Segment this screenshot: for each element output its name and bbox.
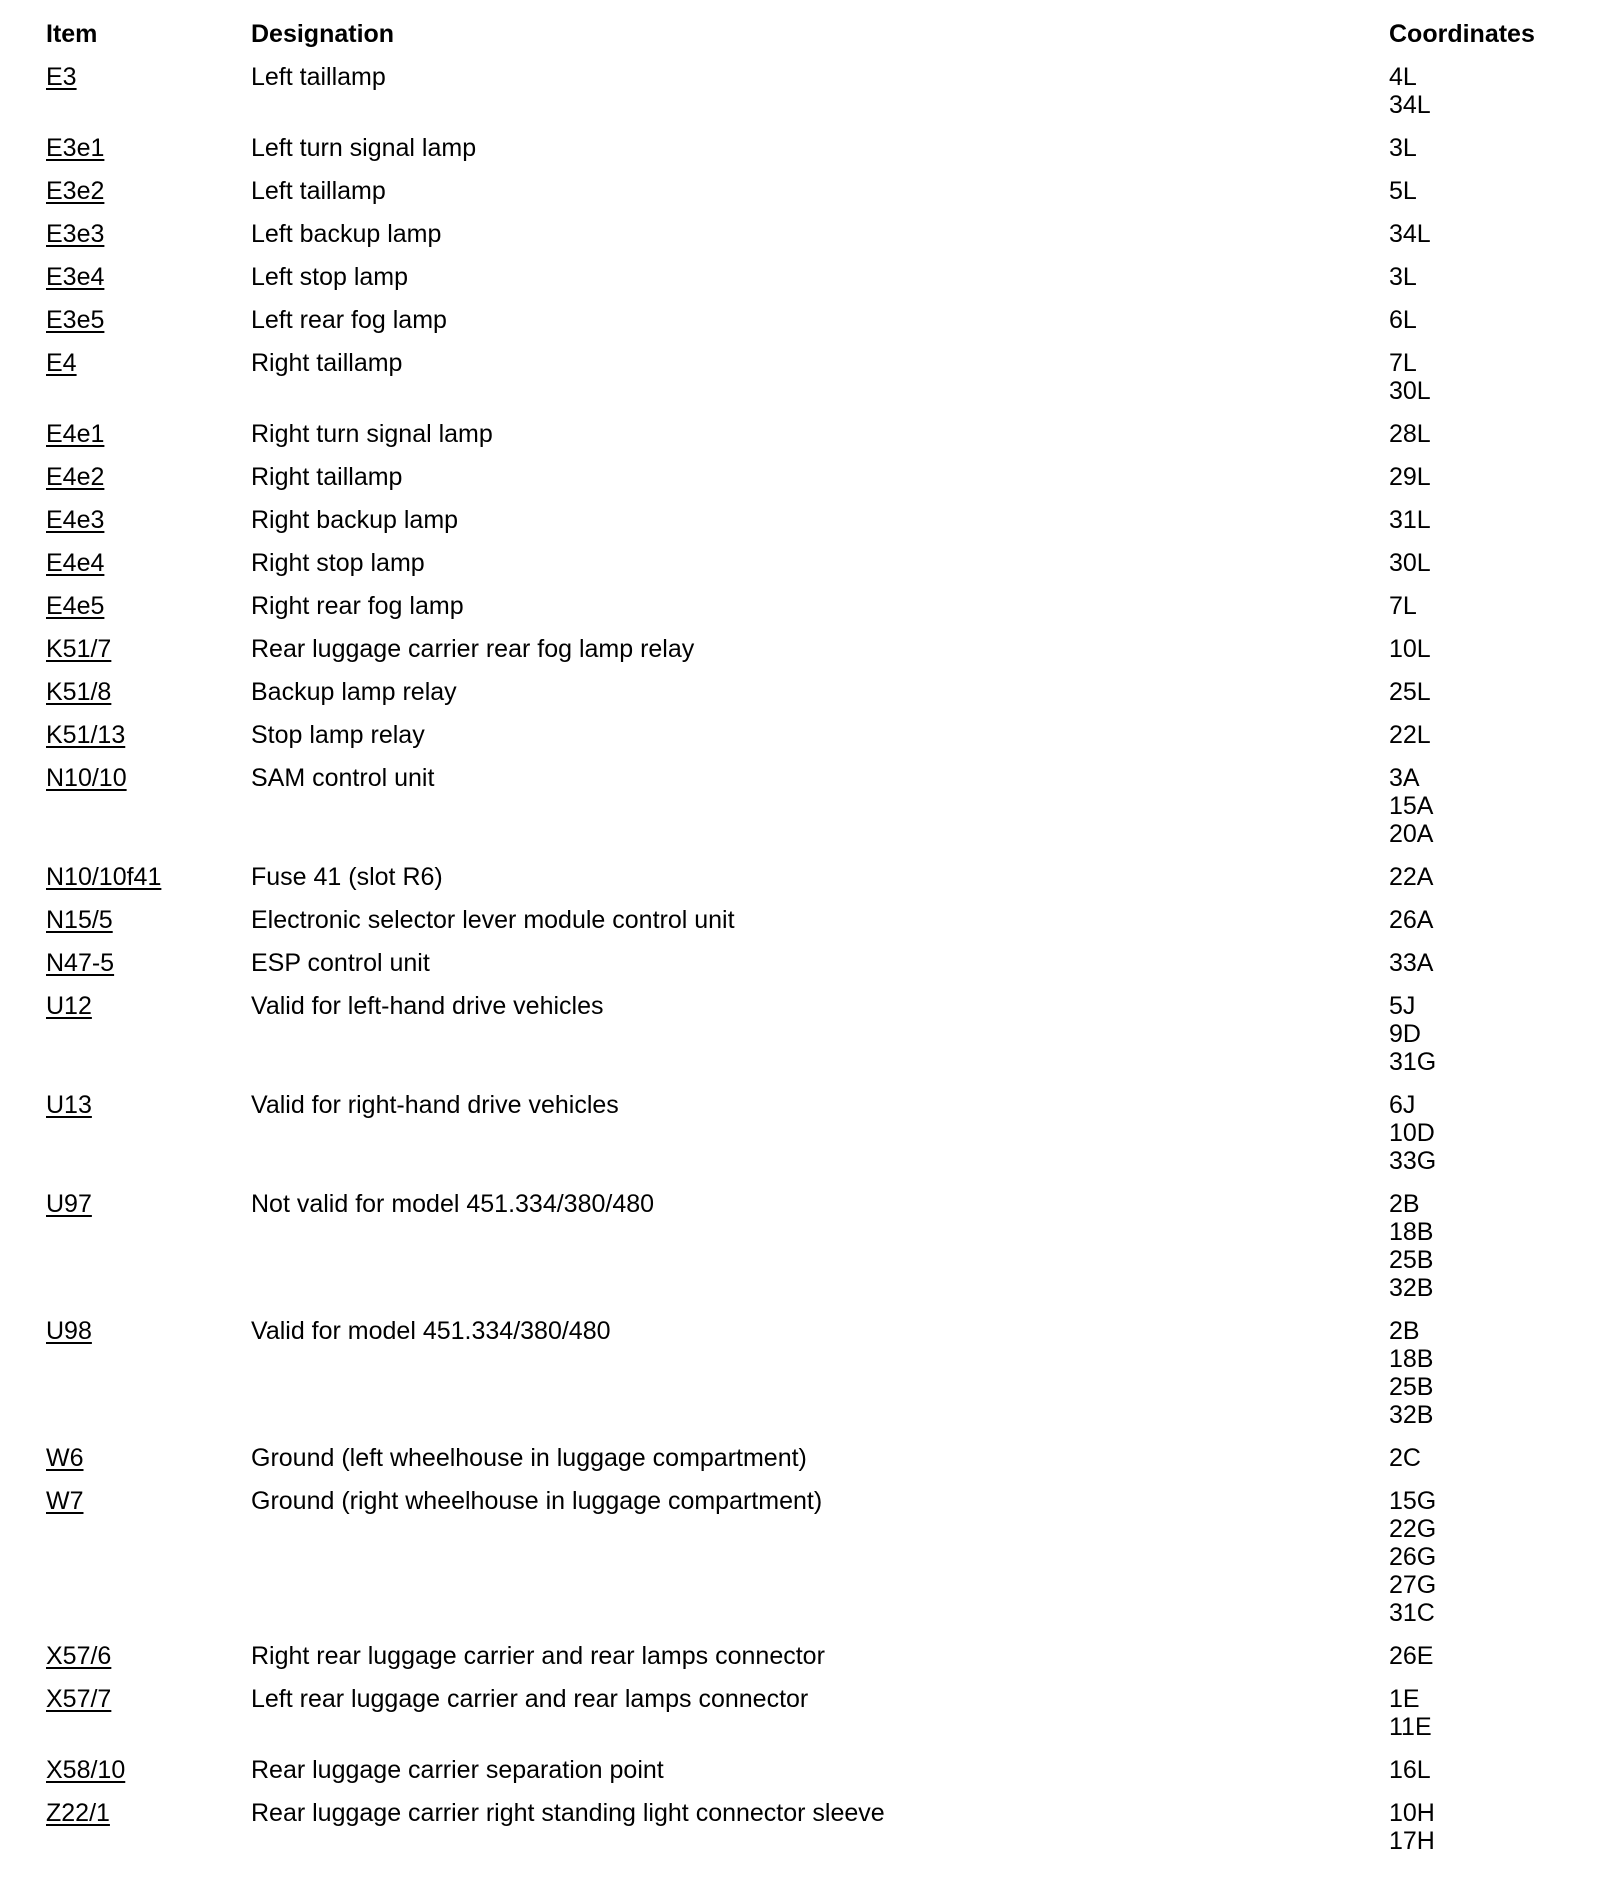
coordinate-value: 6J [1389,1091,1416,1119]
designation-text: SAM control unit [251,764,435,792]
coordinate-value: 15G [1389,1487,1437,1515]
item-link[interactable]: E3e3 [46,220,105,248]
designation-text: Right rear luggage carrier and rear lamps connector [251,1642,825,1670]
item-link[interactable]: W6 [46,1444,84,1472]
coordinates-cell [1389,1642,1433,1670]
coordinate-value: 5J [1389,992,1416,1020]
coordinate-value: 1E [1389,1685,1420,1713]
designation-text: Ground (right wheelhouse in luggage compartment) [251,1487,823,1515]
coordinate-value: 7L [1389,592,1417,620]
coordinate-value: 4L [1389,63,1417,91]
coordinates-cell [1389,635,1431,663]
designation-text: Rear luggage carrier separation point [251,1756,664,1784]
item-link[interactable]: E3e4 [46,263,105,291]
column-header-designation: Designation [251,20,395,48]
item-link[interactable]: E3e2 [46,177,105,205]
item-link[interactable]: N47-5 [46,949,115,977]
coordinates-cell [1389,949,1433,977]
designation-text: Valid for model 451.334/380/480 [251,1317,611,1345]
item-link[interactable]: U13 [46,1091,92,1119]
coordinate-value: 26G [1389,1543,1437,1571]
coordinate-value: 10D [1389,1119,1435,1147]
coordinate-value: 3L [1389,263,1417,291]
coordinate-value: 2B [1389,1190,1420,1218]
coordinate-value: 6L [1389,306,1417,334]
coordinate-value: 22L [1389,721,1431,749]
designation-text: Rear luggage carrier rear fog lamp relay [251,635,695,663]
coordinate-value: 18B [1389,1345,1434,1373]
item-link[interactable]: X58/10 [46,1756,126,1784]
designation-text: Right turn signal lamp [251,420,493,448]
item-link[interactable]: U12 [46,992,92,1020]
designation-text: Valid for left-hand drive vehicles [251,992,604,1020]
coordinates-cell [1389,721,1431,749]
coordinates-cell [1389,1756,1431,1784]
coordinate-value: 22A [1389,863,1434,891]
coordinate-value: 27G [1389,1571,1437,1599]
coordinates-cell [1389,420,1431,448]
coordinate-value: 17H [1389,1827,1435,1855]
designation-text: Left rear luggage carrier and rear lamps connector [251,1685,809,1713]
coordinates-cell [1389,1444,1421,1472]
item-link[interactable]: E4e2 [46,463,105,491]
coordinates-cell [1389,1685,1432,1741]
coordinate-value: 9D [1389,1020,1421,1048]
coordinate-value: 25B [1389,1246,1434,1274]
designation-text: Not valid for model 451.334/380/480 [251,1190,655,1218]
coordinate-value: 34L [1389,91,1431,119]
designation-text: Fuse 41 (slot R6) [251,863,443,891]
coordinate-value: 25B [1389,1373,1434,1401]
coordinates-cell [1389,592,1417,620]
coordinates-cell [1389,1317,1433,1429]
designation-text: ESP control unit [251,949,430,977]
coordinate-value: 32B [1389,1401,1434,1429]
coordinate-value: 11E [1389,1713,1432,1741]
coordinate-value: 3L [1389,134,1417,162]
coordinate-value: 30L [1389,549,1431,577]
designation-text: Right rear fog lamp [251,592,464,620]
item-link[interactable]: Z22/1 [46,1799,110,1827]
column-header-coordinates: Coordinates [1389,20,1535,48]
designation-text: Left stop lamp [251,263,409,291]
item-link[interactable]: K51/13 [46,721,126,749]
coordinate-value: 33A [1389,949,1434,977]
item-link[interactable]: E4e3 [46,506,105,534]
coordinate-value: 2B [1389,1317,1420,1345]
coordinates-cell [1389,63,1431,119]
item-link[interactable]: E3 [46,63,77,91]
coordinate-value: 18B [1389,1218,1434,1246]
coordinate-value: 10L [1389,635,1431,663]
designation-text: Valid for right-hand drive vehicles [251,1091,619,1119]
item-link[interactable]: U97 [46,1190,92,1218]
coordinate-value: 28L [1389,420,1431,448]
coordinate-value: 29L [1389,463,1431,491]
designation-text: Right stop lamp [251,549,425,577]
coordinates-cell [1389,992,1436,1076]
coordinates-cell [1389,306,1417,334]
item-link[interactable]: K51/7 [46,635,112,663]
designation-text: Rear luggage carrier right standing light connector sleeve [251,1799,885,1827]
coordinate-value: 10H [1389,1799,1435,1827]
item-link[interactable]: E4 [46,349,77,377]
coordinates-cell [1389,1190,1433,1302]
coordinate-value: 2C [1389,1444,1421,1472]
item-link[interactable]: U98 [46,1317,92,1345]
coordinate-value: 33G [1389,1147,1437,1175]
coordinate-value: 26E [1389,1642,1434,1670]
coordinate-value: 3A [1389,764,1420,792]
designation-text: Ground (left wheelhouse in luggage compartment) [251,1444,807,1472]
designation-text: Stop lamp relay [251,721,425,749]
designation-text: Electronic selector lever module control unit [251,906,735,934]
coordinate-value: 34L [1389,220,1431,248]
item-link[interactable]: E4e4 [46,549,105,577]
item-link[interactable]: N15/5 [46,906,113,934]
designation-text: Left turn signal lamp [251,134,477,162]
designation-text: Left taillamp [251,63,386,91]
designation-text: Left rear fog lamp [251,306,447,334]
coordinates-cell [1389,134,1417,162]
designation-text: Right backup lamp [251,506,459,534]
coordinate-value: 5L [1389,177,1417,205]
coordinate-value: 16L [1389,1756,1431,1784]
coordinates-cell [1389,549,1431,577]
coordinates-cell [1389,463,1431,491]
item-link[interactable]: E4e5 [46,592,105,620]
item-link[interactable]: W7 [46,1487,84,1515]
coordinates-cell [1389,1091,1436,1175]
designation-text: Right taillamp [251,463,403,491]
coordinate-value: 30L [1389,377,1431,405]
coordinates-cell [1389,678,1431,706]
coordinate-value: 7L [1389,349,1417,377]
item-link[interactable]: E4e1 [46,420,105,448]
coordinates-cell [1389,263,1417,291]
coordinate-value: 31G [1389,1048,1437,1076]
coordinates-cell [1389,1487,1436,1627]
coordinate-value: 31L [1389,506,1431,534]
coordinates-cell [1389,764,1433,848]
coordinate-value: 32B [1389,1274,1434,1302]
item-link[interactable]: K51/8 [46,678,112,706]
column-header-item: Item [46,20,98,48]
coordinates-cell [1389,1799,1435,1855]
coordinates-cell [1389,506,1431,534]
coordinates-cell [1389,349,1431,405]
designation-text: Backup lamp relay [251,678,457,706]
item-link[interactable]: N10/10f41 [46,863,162,891]
designation-text: Left taillamp [251,177,386,205]
item-link[interactable]: E3e5 [46,306,105,334]
coordinates-cell [1389,177,1417,205]
coordinates-cell [1389,906,1433,934]
coordinate-value: 15A [1389,792,1434,820]
coordinate-value: 20A [1389,820,1434,848]
coordinates-cell [1389,220,1431,248]
item-link[interactable]: N10/10 [46,764,127,792]
coordinate-value: 31C [1389,1599,1435,1627]
coordinate-value: 22G [1389,1515,1437,1543]
designation-text: Right taillamp [251,349,403,377]
coordinate-value: 25L [1389,678,1431,706]
coordinate-value: 26A [1389,906,1434,934]
designation-text: Left backup lamp [251,220,442,248]
item-link[interactable]: X57/6 [46,1642,112,1670]
coordinates-cell [1389,863,1433,891]
item-link[interactable]: E3e1 [46,134,105,162]
item-link[interactable]: X57/7 [46,1685,112,1713]
